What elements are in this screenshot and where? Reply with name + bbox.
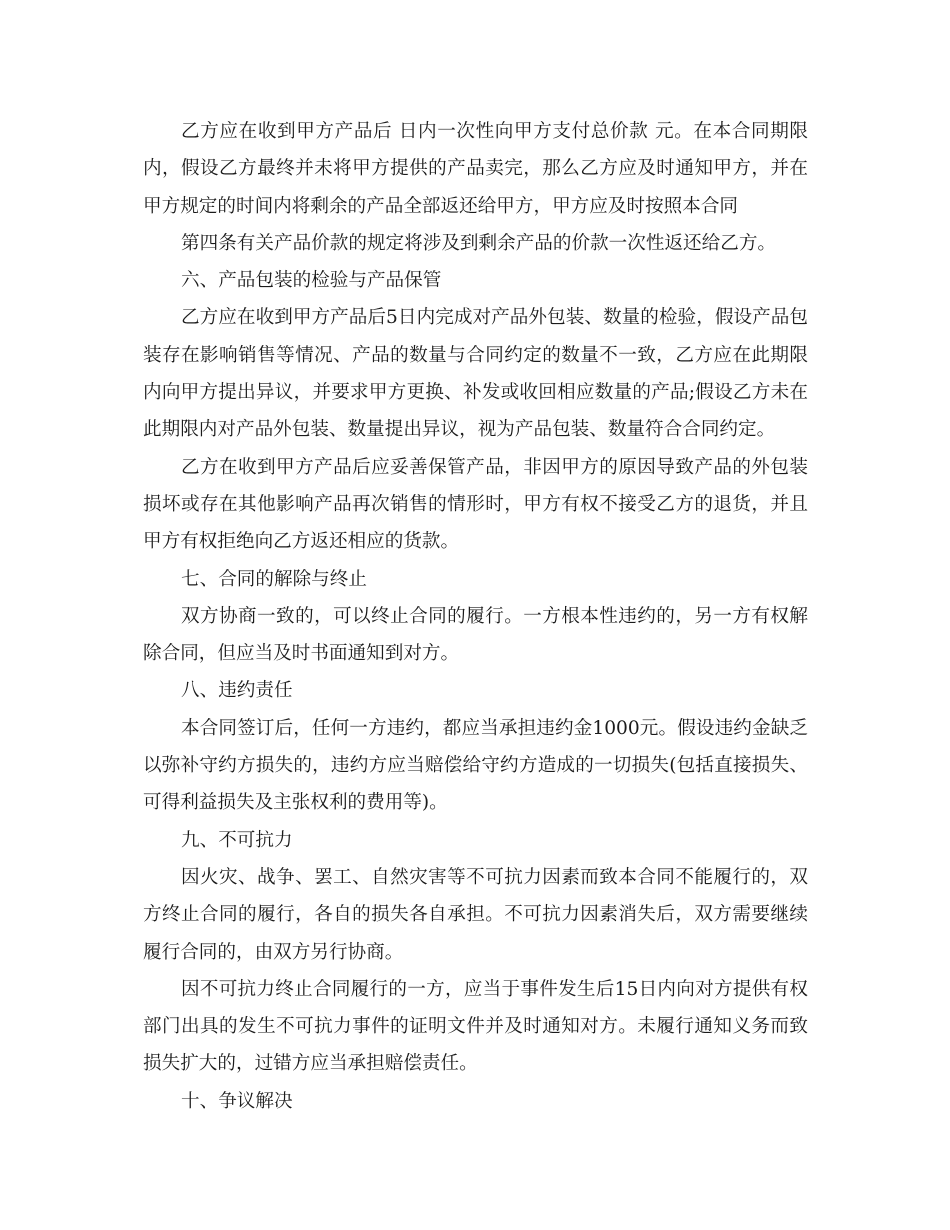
paragraph-force-majeure: 因火灾、战争、罢工、自然灾害等不可抗力因素而致本合同不能履行的，双方终止合同的履行，各自的损失各自承担。不可抗力因素消失后，双方需要继续履行合同的，由双方另行协商。	[143, 866, 808, 963]
document-body	[143, 113, 808, 1120]
paragraph-termination: 双方协商一致的，可以终止合同的履行。一方根本性违约的，另一方有权解除合同，但应当及时书面通知到对方。	[143, 605, 808, 665]
paragraph-payment-terms: 乙方应在收到甲方产品后 日内一次性向甲方支付总价款 元。在本合同期限内，假设乙方最终并未将甲方提供的产品卖完，那么乙方应及时通知甲方，并在甲方规定的时间内将剩余的产品全部返还给甲方，甲方应及时按照本合同	[143, 121, 808, 217]
section-heading-force-majeure: 九、不可抗力	[181, 829, 293, 851]
paragraph-liability: 本合同签订后，任何一方违约，都应当承担违约金1000元。假设违约金缺乏以弥补守约方损失的，违约方应当赔偿给守约方造成的一切损失(包括直接损失、可得利益损失及主张权利的费用等)。	[143, 717, 808, 814]
paragraph-inspection: 乙方应在收到甲方产品后5日内完成对产品外包装、数量的检验，假设产品包装存在影响销售等情况、产品的数量与合同约定的数量不一致，乙方应在此期限内向甲方提出异议，并要求甲方更换、补发或收回相应数量的产品;假设乙方未在此期限内对产品外包装、数量提出异议，视为产品包装、数量符合合同约定。	[143, 307, 808, 441]
paragraph-force-majeure-notice: 因不可抗力终止合同履行的一方，应当于事件发生后15日内向对方提供有权部门出具的发生不可抗力事件的证明文件并及时通知对方。未履行通知义务而致损失扩大的，过错方应当承担赔偿责任。	[143, 978, 808, 1075]
paragraph-storage: 乙方在收到甲方产品后应妥善保管产品，非因甲方的原因导致产品的外包装损坏或存在其他影响产品再次销售的情形时，甲方有权不接受乙方的退货，并且甲方有权拒绝向乙方返还相应的货款。	[143, 456, 808, 553]
section-heading-packaging: 六、产品包装的检验与产品保管	[181, 270, 442, 292]
section-heading-disputes: 十、争议解决	[181, 1090, 293, 1112]
paragraph-price-refund: 第四条有关产品价款的规定将涉及到剩余产品的价款一次性返还给乙方。	[181, 232, 777, 254]
section-heading-termination: 七、合同的解除与终止	[181, 568, 367, 590]
section-heading-liability: 八、违约责任	[181, 680, 293, 702]
